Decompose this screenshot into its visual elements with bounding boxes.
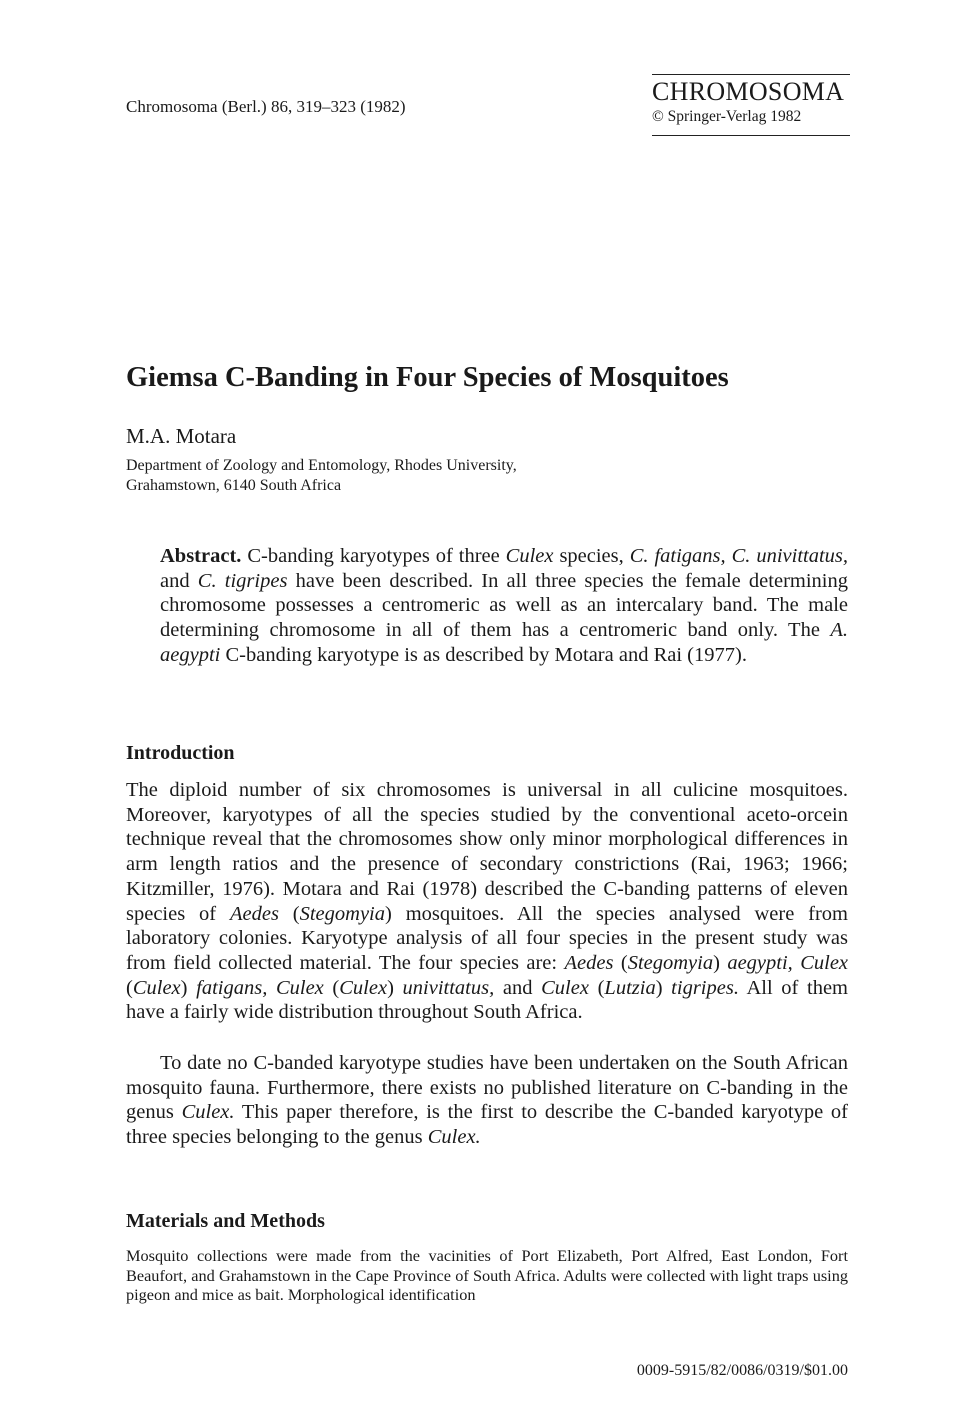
- masthead-top-rule: [652, 74, 850, 75]
- abstract-italic: C. fatigans, C. univittatus,: [629, 545, 849, 567]
- body-text: (: [323, 976, 340, 999]
- body-italic: Lutzia: [604, 976, 656, 999]
- affiliation-line: Department of Zoology and Entomology, Rhodes University,: [126, 457, 517, 474]
- body-italic: Aedes: [564, 951, 614, 974]
- methods-paragraph: Mosquito collections were made from the vacinities of Port Elizabeth, Port Alfred, East London, Fort Beaufort, and Grahamstown in the Cape Province of South Africa. Adults were collected with light traps using pigeon and mice as bait. Morphological identification: [126, 1246, 848, 1305]
- article-code: 0009-5915/82/0086/0319/$01.00: [636, 1362, 848, 1379]
- section-heading-introduction: Introduction: [126, 742, 235, 764]
- body-text: This paper therefore, is the first to describe the C-banded karyotype of three species belonging to the genus: [126, 1101, 848, 1149]
- article-title: Giemsa C-Banding in Four Species of Mosquitoes: [126, 362, 729, 393]
- introduction-paragraph-1: [126, 778, 848, 1025]
- body-text: ): [180, 976, 197, 999]
- body-italic: Stegomyia: [299, 902, 386, 925]
- author-name: M.A. Motara: [126, 424, 237, 448]
- journal-name: CHROMOSOMA: [652, 77, 845, 106]
- body-italic: Culex.: [181, 1101, 235, 1124]
- author-affiliation: [126, 456, 517, 496]
- affiliation-line: Grahamstown, 6140 South Africa: [126, 477, 342, 494]
- body-italic: tigripes.: [671, 976, 739, 999]
- body-text: ): [713, 951, 728, 974]
- body-italic: aegypti, Culex: [727, 951, 849, 974]
- abstract-text: and: [160, 569, 198, 592]
- body-text: To date no C-banded karyotype studies have been undertaken on the South African mosquito fauna. Furthermore, there exists no published literature on C-banding in the genus: [126, 1052, 848, 1124]
- body-text: ): [387, 976, 403, 999]
- journal-citation: Chromosoma (Berl.) 86, 319–323 (1982): [126, 97, 406, 116]
- introduction-paragraph-2: [126, 1051, 848, 1150]
- body-text: All of them have a fairly wide distribution throughout South Africa.: [126, 976, 849, 1024]
- abstract-italic: A. aegypti: [160, 619, 848, 666]
- body-text: (: [588, 976, 605, 999]
- body-italic: fatigans, Culex: [196, 976, 324, 999]
- journal-masthead: [652, 74, 850, 136]
- body-text: The diploid number of six chromosomes is universal in all culicine mosquitoes. Moreover, karyotypes of all the species studied by the conventional aceto-orcein technique reveal that the chromosomes show only minor morphological differences in arm length ratios and the presence of secondary constrictions (Rai, 1963; 1966; Kitzmiller, 1976). Motara and Rai (1978) described the C-banding patterns of eleven species of: [126, 779, 848, 925]
- body-text: ) mosquitoes. All the species analysed were from laboratory colonies. Karyotype analysis of all four species in the present study was from field collected material. The four species are:: [126, 902, 848, 974]
- abstract-label: Abstract.: [160, 545, 242, 567]
- masthead-bottom-rule: [652, 135, 850, 136]
- body-text: (: [126, 976, 133, 999]
- abstract-italic: C. tigripes: [197, 569, 288, 592]
- body-italic: Stegomyia: [627, 951, 714, 974]
- body-italic: Culex: [132, 976, 181, 999]
- body-italic: Culex: [339, 976, 388, 999]
- abstract-text: C-banding karyotypes of three: [241, 545, 506, 567]
- body-italic: Aedes: [229, 902, 279, 925]
- abstract-text: species,: [553, 545, 630, 567]
- abstract-text: C-banding karyotype is as described by Motara and Rai (1977).: [220, 643, 747, 666]
- body-italic: Culex.: [427, 1126, 481, 1149]
- body-text: (: [278, 902, 300, 925]
- body-text: ): [655, 976, 672, 999]
- body-text: and: [494, 976, 542, 999]
- section-heading-methods: Materials and Methods: [126, 1210, 325, 1232]
- body-italic: Culex: [541, 976, 589, 999]
- abstract-italic: Culex: [505, 545, 554, 567]
- abstract: [160, 544, 848, 668]
- body-italic: univittatus,: [402, 976, 495, 999]
- body-text: (: [613, 951, 628, 974]
- publisher-copyright: © Springer-Verlag 1982: [652, 108, 802, 125]
- abstract-text: have been described. In all three species the female determining chromosome possesses a centromeric as well as an intercalary band. The male determining chromosome in all of them has a centromeric band only. The: [160, 569, 848, 642]
